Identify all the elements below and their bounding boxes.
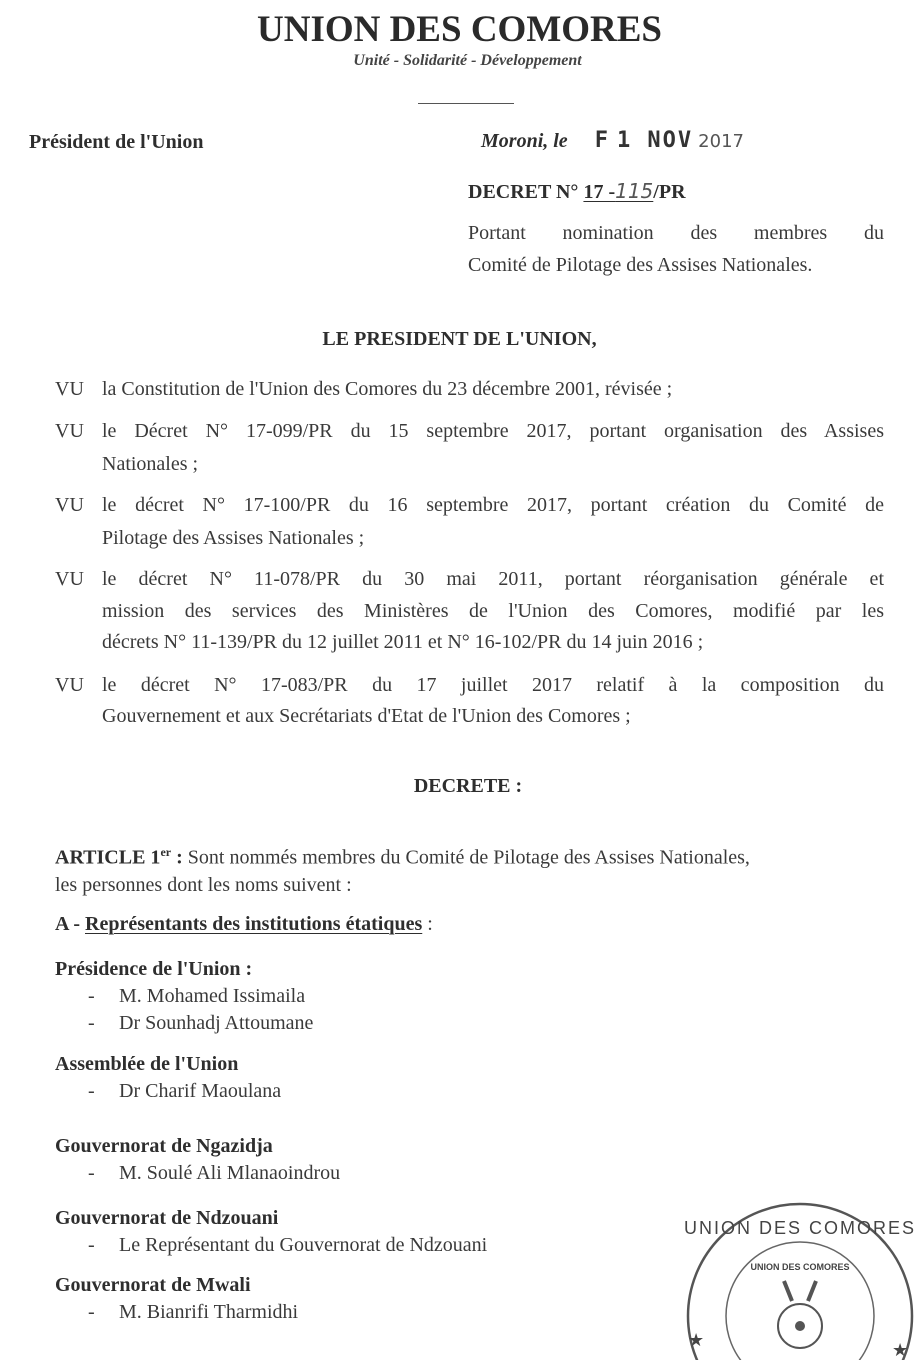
document-title: UNION DES COMORES: [257, 9, 662, 50]
vu-item-line: décrets N° 11-139/PR du 12 juillet 2011 et N° 16-102/PR du 14 juin 2016 ;: [102, 631, 704, 653]
decree-number-prefix: DECRET N°: [468, 181, 584, 203]
member-name: M. Soulé Ali Mlanaoindrou: [119, 1162, 341, 1184]
decrete-heading: DECRETE :: [413, 775, 523, 797]
national-motto: Unité - Solidarité - Développement: [353, 52, 582, 69]
decree-subject-line1: Portant nomination des membres du: [468, 222, 884, 244]
group-title: Gouvernorat de Ngazidja: [55, 1135, 273, 1157]
decree-subject-line2: Comité de Pilotage des Assises Nationales.: [468, 254, 813, 276]
section-prefix: A -: [55, 913, 85, 935]
vu-label: VU: [55, 420, 84, 442]
place-prefix: Moroni, le: [481, 130, 568, 152]
decree-number-handwritten: 115: [615, 179, 654, 203]
group-title: Présidence de l'Union :: [55, 958, 253, 980]
member-name: Le Représentant du Gouvernorat de Ndzouani: [119, 1234, 488, 1256]
vu-item-line: le Décret N° 17-099/PR du 15 septembre 2017, portant organisation des Assises: [102, 420, 884, 442]
decree-number-suffix: /PR: [653, 181, 686, 203]
bullet-dash: -: [88, 1234, 95, 1256]
divider: [418, 103, 514, 104]
date-stamp-day: 1 NOV: [616, 128, 694, 153]
bullet-dash: -: [88, 1080, 95, 1102]
vu-item-line: le décret N° 11-078/PR du 30 mai 2011, portant réorganisation générale et: [102, 568, 884, 590]
member-name: Dr Sounhadj Attoumane: [119, 1012, 314, 1034]
decree-number: [468, 179, 686, 204]
svg-text:★: ★: [688, 1330, 705, 1350]
member-name: Dr Charif Maoulana: [119, 1080, 282, 1102]
group-title: Gouvernorat de Ndzouani: [55, 1207, 279, 1229]
article-colon: :: [171, 846, 183, 869]
article-text: Sont nommés membres du Comité de Pilotage des Assises Nationales,: [182, 846, 750, 869]
article-1-line2: les personnes dont les noms suivent :: [55, 874, 352, 896]
bullet-dash: -: [88, 1162, 95, 1184]
vu-item-line: le décret N° 17-083/PR du 17 juillet 2017 relatif à la composition du: [102, 674, 884, 696]
vu-label: VU: [55, 568, 84, 590]
date-line: [481, 128, 744, 153]
section-a-heading: [55, 913, 433, 936]
vu-item-line: Nationales ;: [102, 453, 199, 475]
bullet-dash: -: [88, 985, 95, 1007]
svg-text:★: ★: [892, 1340, 909, 1360]
group-title: Gouvernorat de Mwali: [55, 1274, 251, 1296]
preamble-heading: LE PRESIDENT DE L'UNION,: [322, 328, 597, 350]
member-name: M. Bianrifi Tharmidhi: [119, 1301, 299, 1323]
article-label: ARTICLE 1: [55, 846, 161, 869]
vu-label: VU: [55, 378, 84, 400]
bullet-dash: -: [88, 1301, 95, 1323]
vu-item-line: Pilotage des Assises Nationales ;: [102, 527, 365, 549]
decree-number-typed: 17 -: [583, 181, 616, 203]
bullet-dash: -: [88, 1012, 95, 1034]
vu-item-line: le décret N° 17-100/PR du 16 septembre 2017, portant création du Comité de: [102, 494, 884, 516]
section-title: Représentants des institutions étatiques: [85, 913, 423, 935]
date-stamp-year: 2017: [698, 131, 744, 152]
date-stamp-mark: F: [594, 128, 608, 153]
vu-item-line: la Constitution de l'Union des Comores du 23 décembre 2001, révisée ;: [102, 378, 673, 400]
section-suffix: :: [422, 913, 433, 935]
issuer: Président de l'Union: [29, 131, 204, 153]
seal-outer-text: UNION DES COMORES: [683, 1218, 917, 1238]
article-1-line1: [55, 845, 750, 870]
vu-label: VU: [55, 494, 84, 516]
vu-label: VU: [55, 674, 84, 696]
group-title: Assemblée de l'Union: [55, 1053, 239, 1075]
member-name: M. Mohamed Issimaila: [119, 985, 306, 1007]
seal-inner-text: UNION DES COMORES: [750, 1262, 850, 1272]
vu-item-line: mission des services des Ministères de l'Union des Comores, modifié par les: [102, 600, 884, 622]
vu-item-line: Gouvernement et aux Secrétariats d'Etat de l'Union des Comores ;: [102, 705, 631, 727]
article-sup: er: [160, 845, 172, 859]
